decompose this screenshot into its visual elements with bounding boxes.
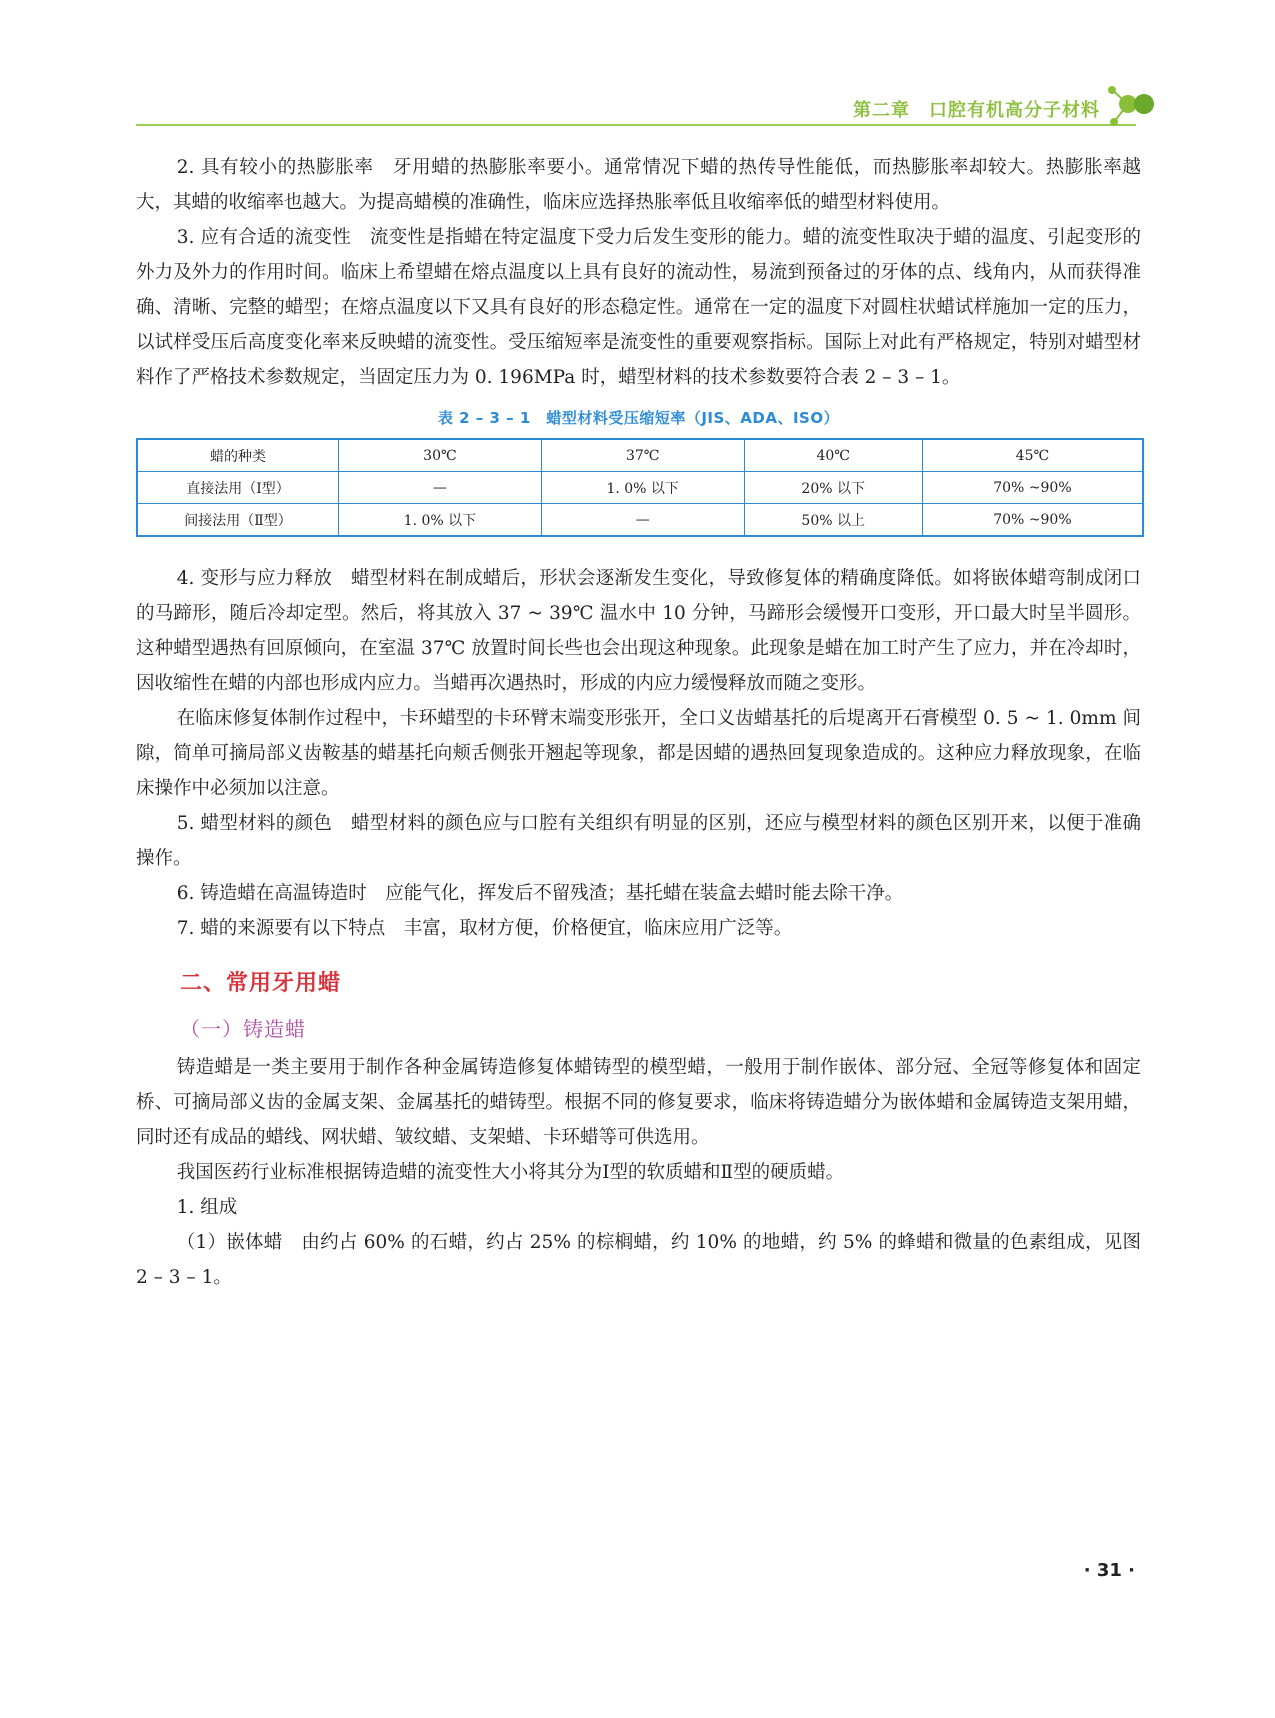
table-cell: 50% 以上 <box>744 504 922 537</box>
table-header-cell: 40℃ <box>744 439 922 472</box>
table-cell: 70% ~90% <box>922 504 1143 537</box>
paragraph-item-7: 7. 蜡的来源要有以下特点 丰富，取材方便，价格便宜，临床应用广泛等。 <box>176 918 793 939</box>
page-body <box>136 150 1141 1295</box>
paragraph-item-4: 4. 变形与应力释放 蜡型材料在制成蜡后，形状会逐渐发生变化，导致修复体的精确度降低。如将嵌体蜡弯制成闭口的马蹄形，随后冷却定型。然后，将其放入 37 ~ 39℃ 温水中 10 分钟，马蹄形会缓慢开口变形，开口最大时呈半圆形。这种蜡型遇热有回原倾向，在室温 37℃ 放置时间长些也会出现这种现象。此现象是蜡在加工时产生了应力，并在冷却时，因收缩性在蜡的内部也形成内应力。当蜡再次遇热时，形成的内应力缓慢释放而随之变形。 <box>136 568 1141 694</box>
paragraph-standard: 我国医药行业标准根据铸造蜡的流变性大小将其分为Ⅰ型的软质蜡和Ⅱ型的硬质蜡。 <box>176 1162 845 1183</box>
table-header-row <box>137 439 1143 472</box>
page-header <box>0 0 1275 140</box>
paragraph-stress-release: 在临床修复体制作过程中，卡环蜡型的卡环臂末端变形张开，全口义齿蜡基托的后堤离开石膏模型 0. 5 ~ 1. 0mm 间隙，简单可摘局部义齿鞍基的蜡基托向颊舌侧张开翘起等现象，都是因蜡的遇热回复现象造成的。这种应力释放现象，在临床操作中必须加以注意。 <box>136 708 1141 799</box>
table-cell: — <box>541 504 744 537</box>
table-header-cell: 37℃ <box>541 439 744 472</box>
table-cell: 间接法用（Ⅱ型） <box>137 504 339 537</box>
paragraph-item-3: 3. 应有合适的流变性 流变性是指蜡在特定温度下受力后发生变形的能力。蜡的流变性取决于蜡的温度、引起变形的外力及外力的作用时间。临床上希望蜡在熔点温度以上具有良好的流动性，易流到预备过的牙体的点、线角内，从而获得准确、清晰、完整的蜡型；在熔点温度以下又具有良好的形态稳定性。通常在一定的温度下对圆柱状蜡试样施加一定的压力，以试样受压后高度变化率来反映蜡的流变性。受压缩短率是流变性的重要观察指标。国际上对此有严格规定，特别对蜡型材料作了严格技术参数规定，当固定压力为 0. 196MPa 时，蜡型材料的技术参数要符合表 2 – 3 – 1。 <box>136 227 1141 388</box>
table-cell: — <box>339 472 542 504</box>
table-cell: 直接法用（Ⅰ型） <box>137 472 339 504</box>
paragraph-composition-heading: 1. 组成 <box>176 1197 238 1218</box>
table-row <box>137 504 1143 537</box>
table-row <box>137 472 1143 504</box>
table-header-cell: 30℃ <box>339 439 542 472</box>
table-cell: 1. 0% 以下 <box>541 472 744 504</box>
paragraph-item-6: 6. 铸造蜡在高温铸造时 应能气化，挥发后不留残渣；基托蜡在装盒去蜡时能去除干净。 <box>176 883 904 904</box>
page-number: · 31 · <box>1083 1560 1135 1581</box>
chapter-title: 第二章 口腔有机高分子材料 <box>853 100 1100 121</box>
section-title: 二、常用牙用蜡 <box>180 971 342 996</box>
paragraph-casting-wax: 铸造蜡是一类主要用于制作各种金属铸造修复体蜡铸型的模型蜡，一般用于制作嵌体、部分冠、全冠等修复体和固定桥、可摘局部义齿的金属支架、金属基托的蜡铸型。根据不同的修复要求，临床将铸造蜡分为嵌体蜡和金属铸造支架用蜡，同时还有成品的蜡线、网状蜡、皱纹蜡、支架蜡、卡环蜡等可供选用。 <box>136 1057 1141 1148</box>
paragraph-item-2: 2. 具有较小的热膨胀率 牙用蜡的热膨胀率要小。通常情况下蜡的热传导性能低，而热膨胀率却较大。热膨胀率越大，其蜡的收缩率也越大。为提高蜡模的准确性，临床应选择热胀率低且收缩率低的蜡型材料使用。 <box>136 157 1141 213</box>
table-header-cell: 45℃ <box>922 439 1143 472</box>
table-caption: 表 2 – 3 – 1 蜡型材料受压缩短率（JIS、ADA、ISO） <box>437 409 840 427</box>
table-header-cell: 蜡的种类 <box>137 439 339 472</box>
wax-compression-table <box>136 438 1144 537</box>
table-cell: 20% 以下 <box>744 472 922 504</box>
molecule-icon <box>1098 82 1158 132</box>
table-cell: 70% ~90% <box>922 472 1143 504</box>
table-cell: 1. 0% 以下 <box>339 504 542 537</box>
paragraph-item-5: 5. 蜡型材料的颜色 蜡型材料的颜色应与口腔有关组织有明显的区别，还应与模型材料的颜色区别开来，以便于准确操作。 <box>136 813 1141 869</box>
header-rule <box>136 124 1136 126</box>
subsection-title: （一）铸造蜡 <box>180 1017 306 1041</box>
paragraph-inlay-wax: （1）嵌体蜡 由约占 60% 的石蜡，约占 25% 的棕榈蜡，约 10% 的地蜡，约 5% 的蜂蜡和微量的色素组成，见图 2 – 3 – 1。 <box>136 1232 1141 1288</box>
